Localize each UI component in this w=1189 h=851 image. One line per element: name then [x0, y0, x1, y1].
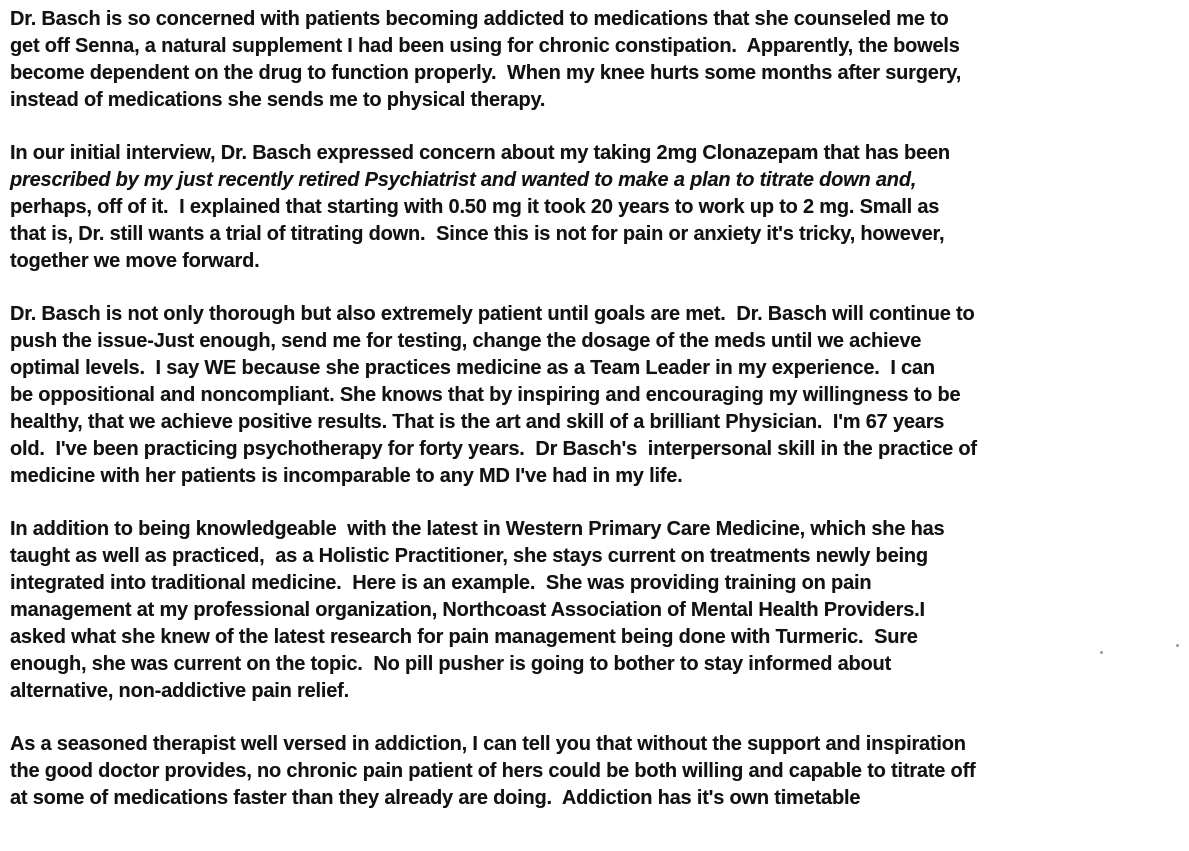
text-line: push the issue-Just enough, send me for testing, change the dosage of the meds until we achieve [10, 330, 922, 352]
text-line: become dependent on the drug to function properly. When my knee hurts some months after surgery, [10, 62, 962, 84]
text-line: enough, she was current on the topic. No pill pusher is going to bother to stay informed about [10, 653, 892, 675]
text-line: the good doctor provides, no chronic pain patient of hers could be both willing and capable to titrate off [10, 760, 976, 782]
text-line: In addition to being knowledgeable with the latest in Western Primary Care Medicine, which she has [10, 518, 945, 540]
text-line: old. I've been practicing psychotherapy for forty years. Dr Basch's interpersonal skill in the practice of [10, 438, 977, 460]
text-line: together we move forward. [10, 250, 260, 272]
text-line: medicine with her patients is incomparable to any MD I've had in my life. [10, 465, 683, 487]
document-text-content [10, 6, 1189, 838]
text-line: be oppositional and noncompliant. She knows that by inspiring and encouraging my willingness to be [10, 384, 961, 406]
text-line: alternative, non-addictive pain relief. [10, 680, 349, 702]
text-line: taught as well as practiced, as a Holistic Practitioner, she stays current on treatments newly being [10, 545, 928, 567]
scan-speck [1176, 644, 1179, 647]
text-line: integrated into traditional medicine. Here is an example. She was providing training on pain [10, 572, 872, 594]
scan-speck [1100, 651, 1103, 654]
text-line: Dr. Basch is so concerned with patients becoming addicted to medications that she counseled me to [10, 8, 949, 30]
text-line: that is, Dr. still wants a trial of titrating down. Since this is not for pain or anxiety it's tricky, however, [10, 223, 945, 245]
text-line: optimal levels. I say WE because she practices medicine as a Team Leader in my experience. I can [10, 357, 935, 379]
paragraph-4 [10, 516, 1189, 705]
paragraph-1 [10, 6, 1189, 114]
paragraph-3 [10, 301, 1189, 490]
text-line: healthy, that we achieve positive results. That is the art and skill of a brilliant Physician. I'm 67 years [10, 411, 945, 433]
text-line: asked what she knew of the latest research for pain management being done with Turmeric. Sure [10, 626, 918, 648]
text-line: perhaps, off of it. I explained that starting with 0.50 mg it took 20 years to work up to 2 mg. Small as [10, 196, 940, 218]
text-line: Dr. Basch is not only thorough but also extremely patient until goals are met. Dr. Basch will continue to [10, 303, 975, 325]
text-line: at some of medications faster than they already are doing. Addiction has it's own timetable [10, 787, 861, 809]
text-line: In our initial interview, Dr. Basch expressed concern about my taking 2mg Clonazepam that has been [10, 142, 950, 164]
text-line: As a seasoned therapist well versed in addiction, I can tell you that without the support and inspiration [10, 733, 966, 755]
text-line: management at my professional organization, Northcoast Association of Mental Health Providers.I [10, 599, 925, 621]
paragraph-2 [10, 140, 1189, 275]
paragraph-5 [10, 731, 1189, 812]
text-line: instead of medications she sends me to physical therapy. [10, 89, 546, 111]
text-line: get off Senna, a natural supplement I had been using for chronic constipation. Apparently, the bowels [10, 35, 960, 57]
text-line: prescribed by my just recently retired Psychiatrist and wanted to make a plan to titrate down and, [10, 169, 917, 191]
